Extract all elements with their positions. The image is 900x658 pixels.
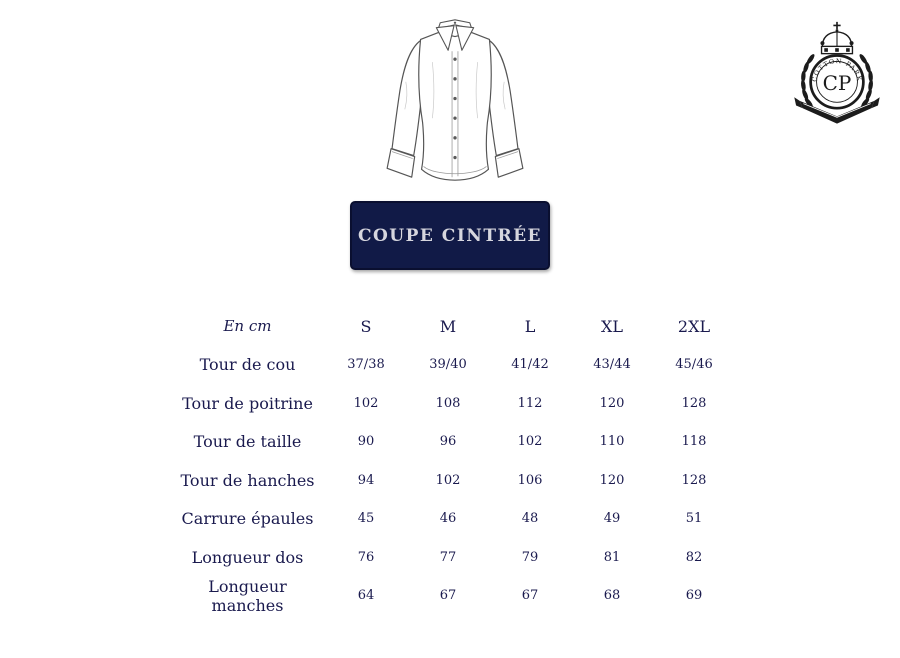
measurement-label: Tour de poitrine: [182, 393, 313, 413]
measurement-value: 102: [353, 395, 379, 411]
brand-logo: [787, 12, 887, 128]
unit-label: En cm: [223, 317, 272, 336]
measurement-value: 64: [357, 588, 375, 604]
brand-name-curved: COTTON PARK: [811, 58, 863, 83]
measurement-value: 108: [435, 395, 461, 411]
shirt-illustration: [360, 8, 550, 190]
shirt-sketch: [360, 8, 550, 190]
measurement-value: 106: [517, 472, 543, 488]
size-column-header: S: [360, 316, 372, 336]
table-row: [170, 500, 735, 539]
crown-icon: [820, 22, 853, 54]
measurement-value: 67: [439, 588, 457, 604]
measurement-value: 102: [435, 472, 461, 488]
measurement-value: 48: [521, 511, 539, 527]
measurement-value: 49: [603, 511, 621, 527]
fit-banner: [350, 201, 550, 270]
measurement-value: 43/44: [593, 357, 631, 373]
measurement-value: 128: [681, 472, 707, 488]
measurement-value: 45/46: [675, 357, 713, 373]
measurement-value: 79: [521, 549, 539, 565]
measurement-value: 128: [681, 395, 707, 411]
measurement-value: 67: [521, 588, 539, 604]
measurement-value: 37/38: [347, 357, 385, 373]
measurement-label: Carrure épaules: [181, 509, 314, 529]
size-column-header: L: [524, 316, 536, 336]
fit-banner-label: COUPE CINTRÉE: [357, 225, 543, 246]
measurement-value: 82: [685, 549, 703, 565]
measurement-value: 45: [357, 511, 375, 527]
table-row: [170, 346, 735, 385]
size-column-header: XL: [600, 316, 623, 336]
measurement-label: Tour de taille: [193, 432, 302, 452]
measurement-value: 112: [517, 395, 543, 411]
measurement-value: 77: [439, 549, 457, 565]
measurement-value: 102: [517, 434, 543, 450]
measurement-value: 110: [599, 434, 625, 450]
table-row: [170, 577, 735, 616]
crest-icon: [787, 12, 887, 128]
measurement-value: 94: [357, 472, 375, 488]
measurement-value: 69: [685, 588, 703, 604]
measurement-value: 96: [439, 434, 457, 450]
measurement-value: 41/42: [511, 357, 549, 373]
measurement-label: Tour de hanches: [180, 470, 315, 490]
table-row: [170, 384, 735, 423]
monogram-text: CP: [822, 71, 852, 95]
measurement-value: 76: [357, 549, 375, 565]
measurement-value: 39/40: [429, 357, 467, 373]
size-column-header: M: [439, 316, 457, 336]
table-row: [170, 423, 735, 462]
measurement-label: Longueur dos: [191, 547, 304, 567]
measurement-value: 68: [603, 588, 621, 604]
measurement-value: 46: [439, 511, 457, 527]
size-column-header: 2XL: [677, 316, 711, 336]
measurement-label: Tour de cou: [199, 355, 296, 375]
measurement-value: 120: [599, 472, 625, 488]
measurement-value: 51: [685, 511, 703, 527]
table-header-row: [170, 307, 735, 346]
measurement-value: 120: [599, 395, 625, 411]
measurement-value: 90: [357, 434, 375, 450]
size-table: [170, 307, 735, 615]
table-row: [170, 461, 735, 500]
measurement-value: 118: [681, 434, 707, 450]
measurement-label: Longueur manches: [208, 576, 287, 615]
measurement-value: 81: [603, 549, 621, 565]
table-row: [170, 538, 735, 577]
